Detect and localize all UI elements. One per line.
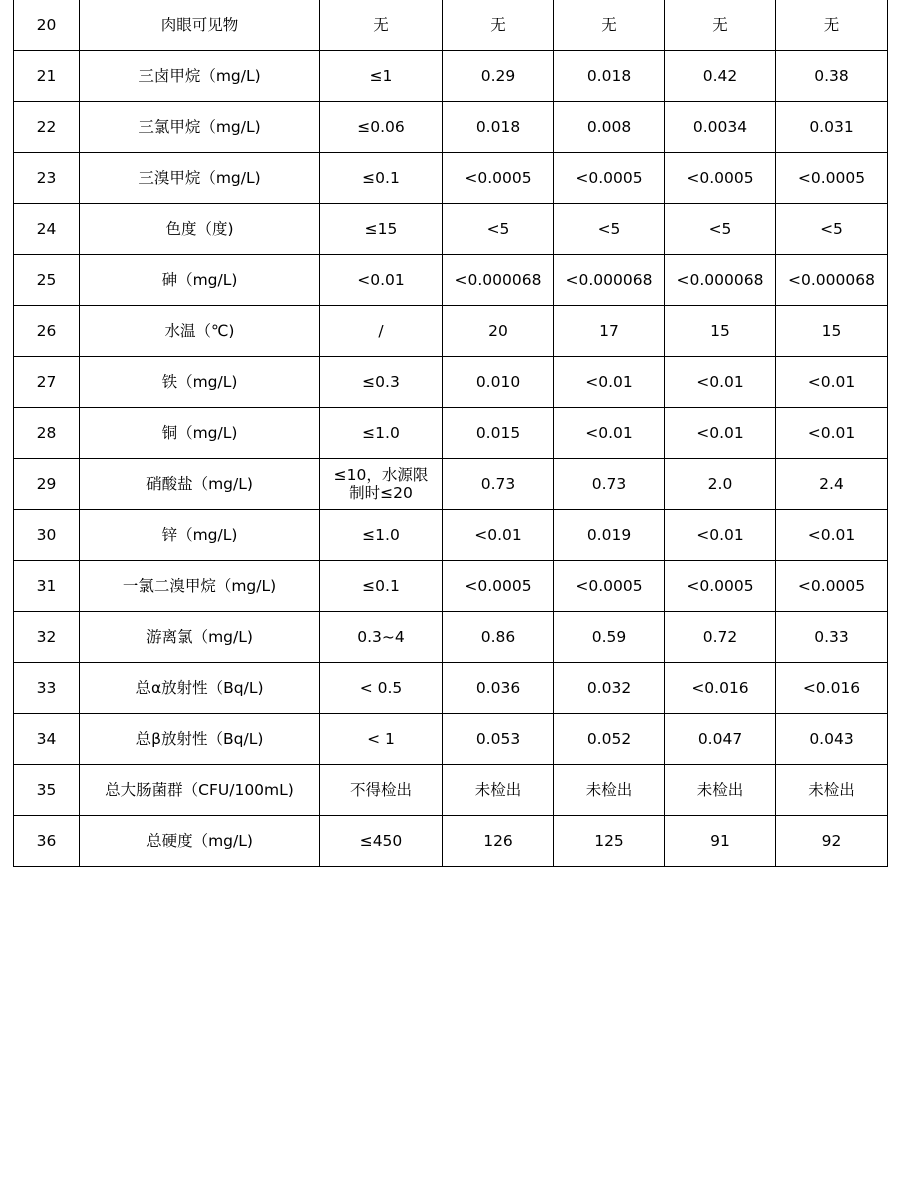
sample-2-value: 0.018 bbox=[554, 51, 665, 102]
sample-2-value: <0.01 bbox=[554, 357, 665, 408]
table-row bbox=[14, 102, 888, 153]
sample-4-value: 无 bbox=[776, 0, 888, 51]
sample-2-value: 未检出 bbox=[554, 765, 665, 816]
sample-1-value: 0.86 bbox=[443, 612, 554, 663]
test-item: 总α放射性（Bq/L) bbox=[80, 663, 320, 714]
sample-1-value: 0.29 bbox=[443, 51, 554, 102]
test-item: 三卤甲烷（mg/L) bbox=[80, 51, 320, 102]
sample-3-value: <0.01 bbox=[665, 357, 776, 408]
standard-limit: ≤0.1 bbox=[320, 561, 443, 612]
sample-3-value: <0.000068 bbox=[665, 255, 776, 306]
standard-limit: ≤0.3 bbox=[320, 357, 443, 408]
sample-4-value: 0.043 bbox=[776, 714, 888, 765]
sample-1-value: 0.036 bbox=[443, 663, 554, 714]
test-item: 总β放射性（Bq/L) bbox=[80, 714, 320, 765]
standard-limit-line-2: 制时≤20 bbox=[349, 484, 413, 502]
test-item: 水温（℃) bbox=[80, 306, 320, 357]
sample-2-value: <5 bbox=[554, 204, 665, 255]
water-quality-table bbox=[13, 0, 888, 867]
table-row bbox=[14, 816, 888, 867]
sample-3-value: 无 bbox=[665, 0, 776, 51]
sample-3-value: 91 bbox=[665, 816, 776, 867]
sample-2-value: 0.052 bbox=[554, 714, 665, 765]
table-row bbox=[14, 306, 888, 357]
sample-4-value: <0.01 bbox=[776, 510, 888, 561]
row-number: 24 bbox=[14, 204, 80, 255]
sample-4-value: 0.031 bbox=[776, 102, 888, 153]
standard-limit: <0.01 bbox=[320, 255, 443, 306]
table-row bbox=[14, 357, 888, 408]
sample-1-value: <0.0005 bbox=[443, 561, 554, 612]
row-number: 27 bbox=[14, 357, 80, 408]
sample-1-value: <0.0005 bbox=[443, 153, 554, 204]
test-item: 肉眼可见物 bbox=[80, 0, 320, 51]
sample-3-value: 15 bbox=[665, 306, 776, 357]
sample-1-value: 0.018 bbox=[443, 102, 554, 153]
sample-4-value: <0.01 bbox=[776, 408, 888, 459]
sample-1-value: 126 bbox=[443, 816, 554, 867]
row-number: 32 bbox=[14, 612, 80, 663]
sample-3-value: <0.0005 bbox=[665, 561, 776, 612]
sample-3-value: 0.047 bbox=[665, 714, 776, 765]
sample-4-value: 92 bbox=[776, 816, 888, 867]
row-number: 29 bbox=[14, 459, 80, 510]
sample-3-value: <0.01 bbox=[665, 408, 776, 459]
table-row bbox=[14, 204, 888, 255]
standard-limit: 0.3~4 bbox=[320, 612, 443, 663]
sample-4-value: 15 bbox=[776, 306, 888, 357]
sample-2-value: <0.0005 bbox=[554, 561, 665, 612]
table-row bbox=[14, 561, 888, 612]
sample-1-value: <5 bbox=[443, 204, 554, 255]
sample-1-value: <0.000068 bbox=[443, 255, 554, 306]
sample-2-value: 125 bbox=[554, 816, 665, 867]
sample-2-value: 0.019 bbox=[554, 510, 665, 561]
standard-limit: 不得检出 bbox=[320, 765, 443, 816]
sample-1-value: 0.015 bbox=[443, 408, 554, 459]
sample-3-value: 未检出 bbox=[665, 765, 776, 816]
table-row bbox=[14, 459, 888, 510]
row-number: 22 bbox=[14, 102, 80, 153]
sample-1-value: 0.73 bbox=[443, 459, 554, 510]
sample-3-value: <0.01 bbox=[665, 510, 776, 561]
test-item: 三溴甲烷（mg/L) bbox=[80, 153, 320, 204]
standard-limit: < 0.5 bbox=[320, 663, 443, 714]
table-row bbox=[14, 0, 888, 51]
standard-limit: ≤0.1 bbox=[320, 153, 443, 204]
row-number: 36 bbox=[14, 816, 80, 867]
sample-1-value: 20 bbox=[443, 306, 554, 357]
table-row bbox=[14, 153, 888, 204]
test-item: 总大肠菌群（CFU/100mL) bbox=[80, 765, 320, 816]
sample-4-value: <0.000068 bbox=[776, 255, 888, 306]
test-item: 硝酸盐（mg/L) bbox=[80, 459, 320, 510]
standard-limit: ≤1 bbox=[320, 51, 443, 102]
standard-limit bbox=[320, 459, 443, 510]
standard-limit-line-1: ≤10，水源限 bbox=[333, 466, 429, 484]
test-item: 铜（mg/L) bbox=[80, 408, 320, 459]
row-number: 23 bbox=[14, 153, 80, 204]
sample-1-value: 未检出 bbox=[443, 765, 554, 816]
standard-limit: ≤450 bbox=[320, 816, 443, 867]
test-item: 铁（mg/L) bbox=[80, 357, 320, 408]
sample-1-value: 0.010 bbox=[443, 357, 554, 408]
sample-4-value: <0.01 bbox=[776, 357, 888, 408]
sample-2-value: 0.73 bbox=[554, 459, 665, 510]
test-item: 一氯二溴甲烷（mg/L) bbox=[80, 561, 320, 612]
row-number: 25 bbox=[14, 255, 80, 306]
standard-limit: ≤15 bbox=[320, 204, 443, 255]
standard-limit: 无 bbox=[320, 0, 443, 51]
sample-1-value: 无 bbox=[443, 0, 554, 51]
sample-4-value: 0.38 bbox=[776, 51, 888, 102]
table-row bbox=[14, 663, 888, 714]
sample-3-value: 0.0034 bbox=[665, 102, 776, 153]
sample-2-value: <0.0005 bbox=[554, 153, 665, 204]
test-item: 总硬度（mg/L) bbox=[80, 816, 320, 867]
sample-4-value: <5 bbox=[776, 204, 888, 255]
sample-2-value: 17 bbox=[554, 306, 665, 357]
sample-3-value: 0.72 bbox=[665, 612, 776, 663]
row-number: 21 bbox=[14, 51, 80, 102]
sample-2-value: <0.01 bbox=[554, 408, 665, 459]
sample-4-value: <0.0005 bbox=[776, 561, 888, 612]
row-number: 28 bbox=[14, 408, 80, 459]
sample-3-value: 0.42 bbox=[665, 51, 776, 102]
sample-2-value: 0.008 bbox=[554, 102, 665, 153]
standard-limit: ≤0.06 bbox=[320, 102, 443, 153]
table-row bbox=[14, 765, 888, 816]
test-item: 三氯甲烷（mg/L) bbox=[80, 102, 320, 153]
table-row bbox=[14, 51, 888, 102]
sample-2-value: 0.59 bbox=[554, 612, 665, 663]
table-row bbox=[14, 612, 888, 663]
sample-4-value: 2.4 bbox=[776, 459, 888, 510]
sample-4-value: 未检出 bbox=[776, 765, 888, 816]
row-number: 26 bbox=[14, 306, 80, 357]
water-quality-table-container bbox=[13, 0, 888, 867]
sample-1-value: 0.053 bbox=[443, 714, 554, 765]
sample-3-value: <0.0005 bbox=[665, 153, 776, 204]
sample-3-value: <0.016 bbox=[665, 663, 776, 714]
row-number: 30 bbox=[14, 510, 80, 561]
table-row bbox=[14, 714, 888, 765]
standard-limit: < 1 bbox=[320, 714, 443, 765]
test-item: 砷（mg/L) bbox=[80, 255, 320, 306]
sample-4-value: 0.33 bbox=[776, 612, 888, 663]
test-item: 锌（mg/L) bbox=[80, 510, 320, 561]
sample-2-value: <0.000068 bbox=[554, 255, 665, 306]
table-row bbox=[14, 408, 888, 459]
row-number: 33 bbox=[14, 663, 80, 714]
row-number: 35 bbox=[14, 765, 80, 816]
sample-2-value: 0.032 bbox=[554, 663, 665, 714]
sample-4-value: <0.016 bbox=[776, 663, 888, 714]
row-number: 34 bbox=[14, 714, 80, 765]
test-item: 游离氯（mg/L) bbox=[80, 612, 320, 663]
sample-3-value: 2.0 bbox=[665, 459, 776, 510]
table-row bbox=[14, 255, 888, 306]
sample-1-value: <0.01 bbox=[443, 510, 554, 561]
standard-limit: ≤1.0 bbox=[320, 408, 443, 459]
sample-3-value: <5 bbox=[665, 204, 776, 255]
standard-limit: ≤1.0 bbox=[320, 510, 443, 561]
table-row bbox=[14, 510, 888, 561]
row-number: 31 bbox=[14, 561, 80, 612]
test-item: 色度（度) bbox=[80, 204, 320, 255]
sample-2-value: 无 bbox=[554, 0, 665, 51]
row-number: 20 bbox=[14, 0, 80, 51]
sample-4-value: <0.0005 bbox=[776, 153, 888, 204]
standard-limit: / bbox=[320, 306, 443, 357]
